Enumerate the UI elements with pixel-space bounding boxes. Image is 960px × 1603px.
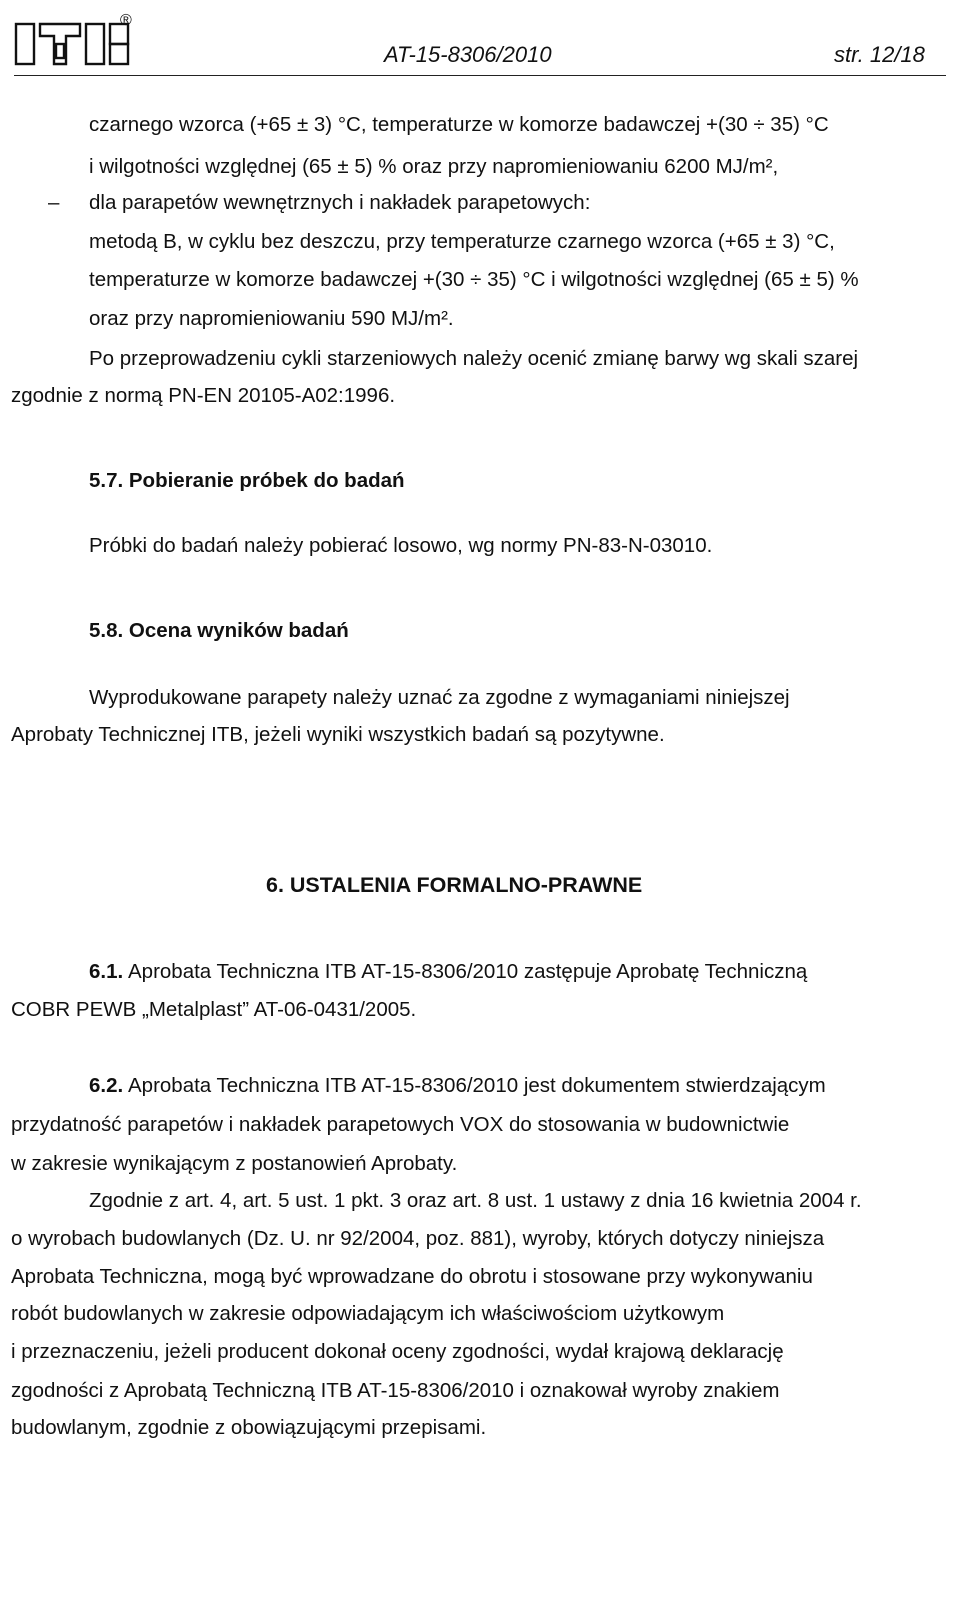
paragraph-line: temperaturze w komorze badawczej +(30 ÷ 35) °C i wilgotności względnej (65 ± 5) % [89, 268, 859, 291]
paragraph-line: zgodnie z normą PN-EN 20105-A02:1996. [11, 384, 396, 407]
chapter-heading-6: 6. USTALENIA FORMALNO-PRAWNE [266, 873, 643, 897]
list-item-heading: dla parapetów wewnętrznych i nakładek parapetowych: [89, 191, 591, 214]
paragraph-line: i przeznaczeniu, jeżeli producent dokonał oceny zgodności, wydał krajową deklarację [11, 1340, 784, 1363]
paragraph-line: metodą B, w cyklu bez deszczu, przy temperaturze czarnego wzorca (+65 ± 3) °C, [89, 230, 835, 253]
paragraph-line: Aprobata Techniczna ITB AT-15-8306/2010 zastępuje Aprobatę Techniczną [128, 960, 808, 983]
paragraph-line: czarnego wzorca (+65 ± 3) °C, temperaturze w komorze badawczej +(30 ÷ 35) °C [89, 113, 829, 136]
paragraph-line: Po przeprowadzeniu cykli starzeniowych należy ocenić zmianę barwy wg skali szarej [89, 347, 859, 370]
document-number: AT-15-8306/2010 [384, 42, 552, 67]
page-number: str. 12/18 [834, 42, 925, 67]
paragraph-line: robót budowlanych w zakresie odpowiadającym ich właściwościom użytkowym [11, 1302, 725, 1325]
section-heading-5-7: 5.7. Pobieranie próbek do badań [89, 469, 405, 492]
paragraph-line: oraz przy napromieniowaniu 590 MJ/m². [89, 307, 454, 330]
section-heading-5-8: 5.8. Ocena wyników badań [89, 619, 349, 642]
registered-mark: ® [120, 12, 132, 29]
paragraph-line: Zgodnie z art. 4, art. 5 ust. 1 pkt. 3 oraz art. 8 ust. 1 ustawy z dnia 16 kwietnia 2004 r. [89, 1189, 862, 1212]
paragraph-line: Wyprodukowane parapety należy uznać za zgodne z wymaganiami niniejszej [89, 686, 790, 709]
paragraph-line: Próbki do badań należy pobierać losowo, wg normy PN-83-N-03010. [89, 534, 713, 557]
paragraph-line: budowlanym, zgodnie z obowiązującymi przepisami. [11, 1416, 487, 1439]
paragraph-line: o wyrobach budowlanych (Dz. U. nr 92/2004, poz. 881), wyroby, których dotyczy niniejsza [11, 1227, 825, 1250]
list-dash: – [48, 191, 60, 214]
header-rule [14, 75, 946, 76]
paragraph-line: COBR PEWB „Metalplast” AT-06-0431/2005. [11, 998, 417, 1021]
paragraph-line: Aprobaty Technicznej ITB, jeżeli wyniki wszystkich badań są pozytywne. [11, 723, 665, 746]
paragraph-line: Aprobata Techniczna ITB AT-15-8306/2010 jest dokumentem stwierdzającym [128, 1074, 826, 1097]
section-number-6-1: 6.1. [89, 960, 124, 983]
paragraph-line: Aprobata Techniczna, mogą być wprowadzane do obrotu i stosowane przy wykonywaniu [11, 1265, 813, 1288]
paragraph-line: przydatność parapetów i nakładek parapetowych VOX do stosowania w budownictwie [11, 1113, 790, 1136]
paragraph-line: w zakresie wynikającym z postanowień Aprobaty. [11, 1152, 458, 1175]
section-number-6-2: 6.2. [89, 1074, 124, 1097]
paragraph-line: i wilgotności względnej (65 ± 5) % oraz przy napromieniowaniu 6200 MJ/m², [89, 155, 779, 178]
paragraph-line: zgodności z Aprobatą Techniczną ITB AT-15-8306/2010 i oznakował wyroby znakiem [11, 1379, 780, 1402]
